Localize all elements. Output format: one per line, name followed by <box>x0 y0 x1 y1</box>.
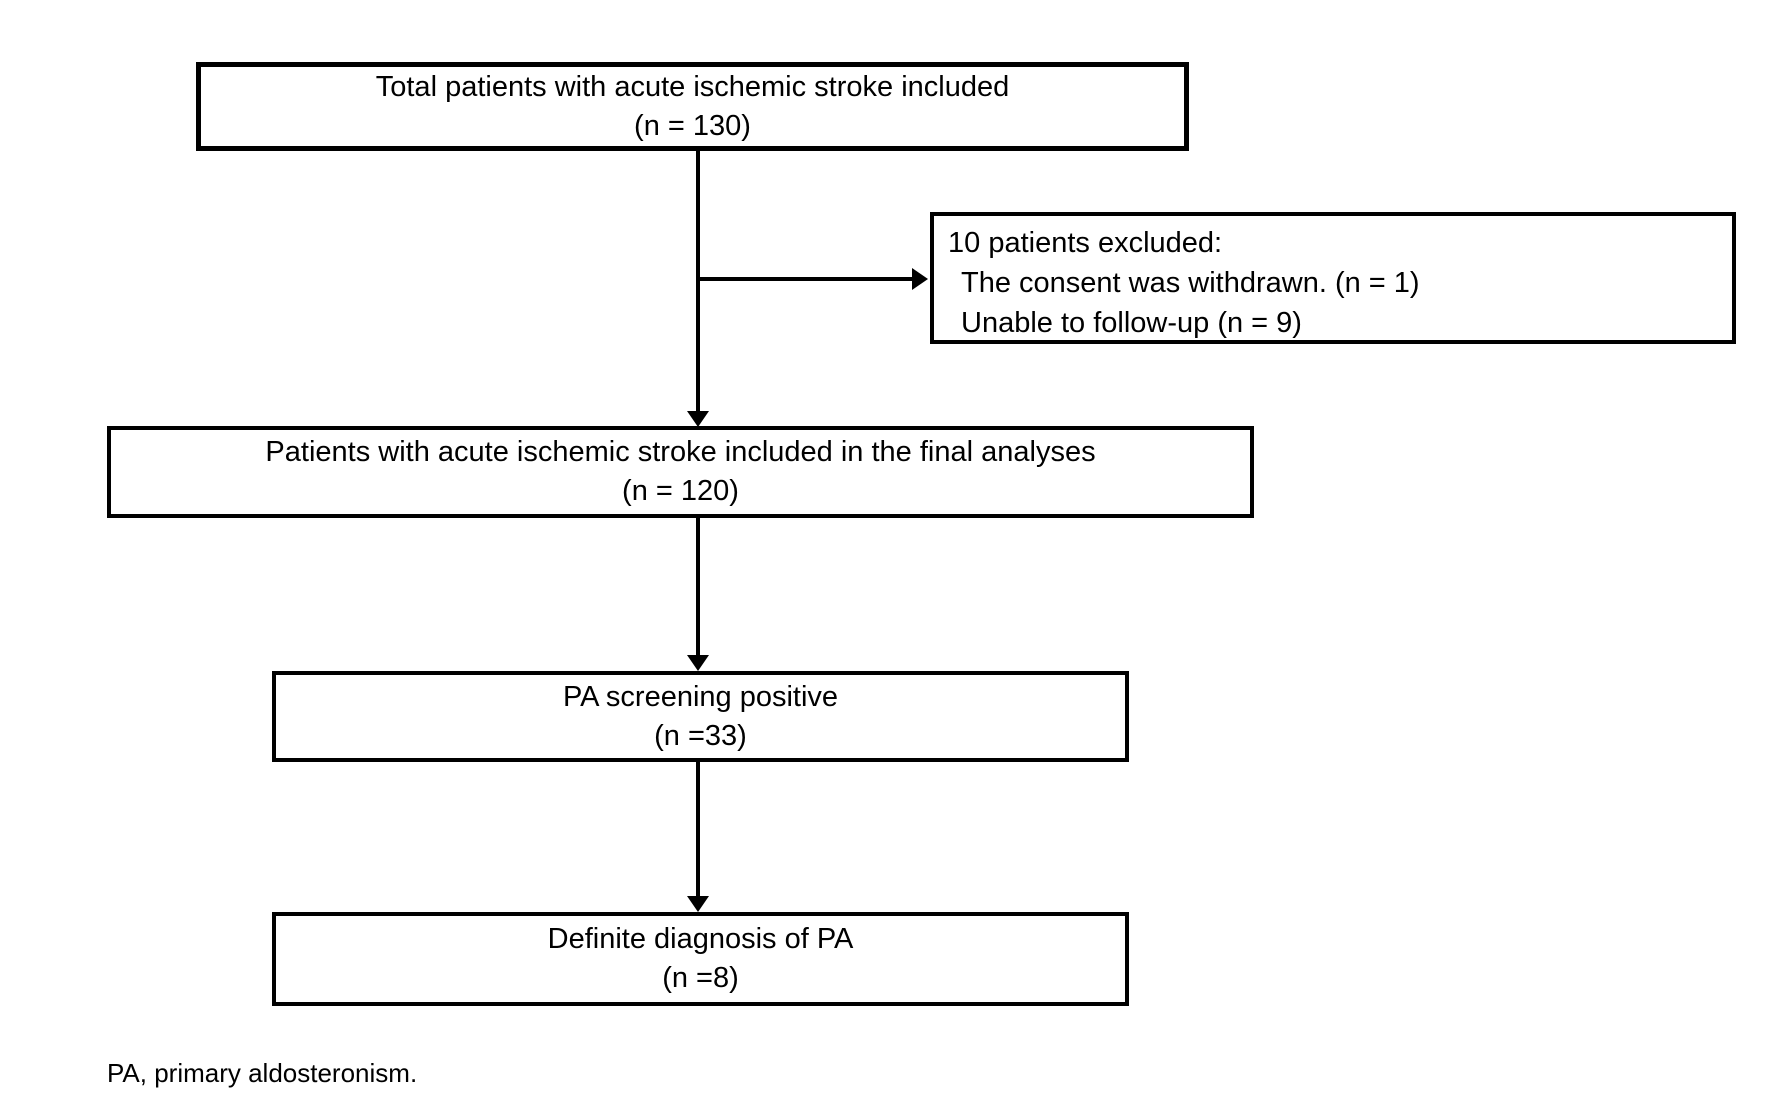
arrow-down-icon <box>687 896 709 912</box>
abbreviation-footnote: PA, primary aldosteronism. <box>107 1058 418 1088</box>
connector-total-to-final-line <box>696 151 700 413</box>
connector-screening-to-diagnosis-line <box>696 762 700 898</box>
box-definite-diagnosis-label: Definite diagnosis of PA <box>547 923 854 955</box>
excluded-header: 10 patients excluded: <box>948 227 1223 259</box>
box-final-analyses-label: Patients with acute ischemic stroke included in the final analyses <box>265 436 1096 468</box>
box-pa-screening-positive <box>272 671 1129 762</box>
excluded-reason-followup: Unable to follow-up (n = 9) <box>961 307 1302 339</box>
arrow-down-icon <box>687 411 709 427</box>
box-total-patients-count: (n = 130) <box>634 109 751 142</box>
box-pa-screening-count: (n =33) <box>654 719 747 752</box>
box-pa-screening-label: PA screening positive <box>562 680 839 713</box>
connector-branch-to-excluded-line <box>698 277 912 281</box>
box-total-patients-label: Total patients with acute ischemic stroke included <box>375 70 1010 103</box>
box-definite-diagnosis <box>272 912 1129 1006</box>
box-final-analyses-count: (n = 120) <box>622 475 739 507</box>
box-excluded-patients <box>930 212 1736 344</box>
box-total-patients <box>196 62 1189 151</box>
box-definite-diagnosis-count: (n =8) <box>662 962 739 994</box>
arrow-down-icon <box>687 655 709 671</box>
excluded-reason-consent: The consent was withdrawn. (n = 1) <box>961 267 1420 299</box>
arrow-right-icon <box>912 268 928 290</box>
box-final-analyses <box>107 426 1254 518</box>
connector-final-to-screening-line <box>696 518 700 657</box>
